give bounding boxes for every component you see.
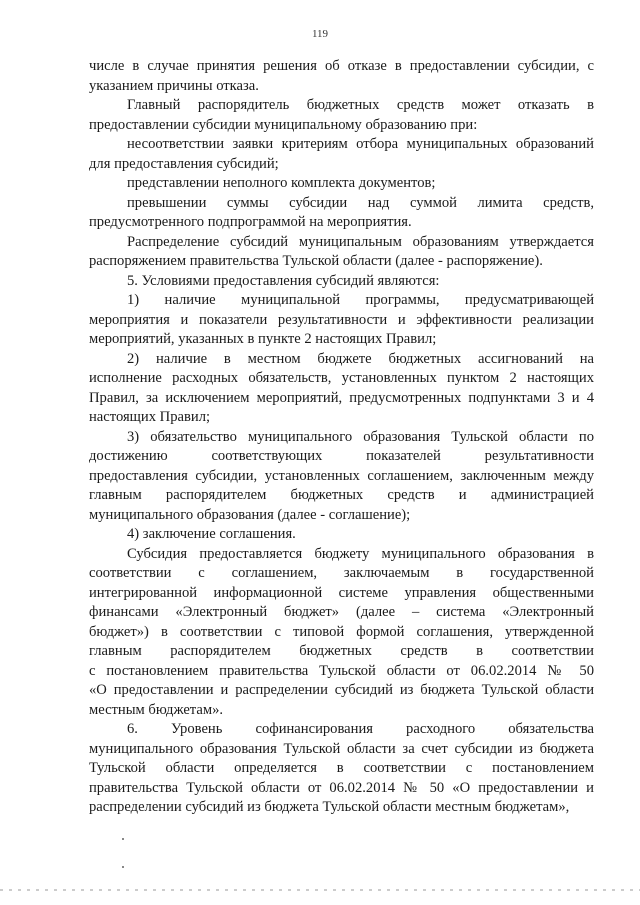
text-line: 4) заключение соглашения. (127, 526, 296, 542)
text-line: Субсидия предоставляется бюджету муниципального образования в (127, 545, 594, 562)
text-line: распределении субсидий из бюджета Тульской области местным бюджетам», (89, 799, 570, 815)
scan-mark (122, 866, 124, 868)
text-line: предоставления субсидии, установленных соглашением, заключенным между (89, 467, 594, 484)
text-line: соответствии с соглашением, заключаемым в государственной (89, 565, 594, 581)
text-line: «О предоставлении и распределении субсидий из бюджета Тульской области (89, 682, 594, 698)
text-line: мероприятий, указанных в пункте 2 настоящих Правил; (89, 331, 437, 347)
text-line: интегрированной информационной системе управления общественными (89, 584, 594, 601)
text-line: указанием причины отказа. (89, 77, 259, 94)
paragraph (89, 57, 594, 96)
text-line: предусмотренного подпрограммой на мероприятия. (89, 214, 412, 230)
text-line: муниципального образования Тульской области за счет субсидии из бюджета (89, 740, 594, 757)
document-body (89, 57, 594, 818)
text-line: 2) наличие в местном бюджете бюджетных ассигнований на (127, 350, 594, 367)
text-line: Тульской области определяется в соответствии с постановлением (89, 760, 594, 776)
text-line: исполнение расходных обязательств, установленных пунктом 2 настоящих (89, 370, 594, 386)
text-line: местным бюджетам». (89, 701, 224, 718)
text-line: с постановлением правительства Тульской области от 06.02.2014 № 50 (89, 662, 594, 679)
text-line: муниципального образования (далее - соглашение); (89, 506, 411, 523)
paragraph (89, 174, 594, 194)
paragraph (89, 135, 594, 174)
paragraph (89, 720, 594, 818)
text-line: для предоставления субсидий; (89, 155, 279, 172)
text-line: 3) обязательство муниципального образования Тульской области по (127, 428, 594, 445)
scan-footer-artifact (0, 889, 640, 891)
text-line: числе в случае принятия решения об отказе в предоставлении субсидии, с (89, 58, 594, 74)
text-line: Правил, за исключением мероприятий, предусмотренных подпунктами 3 и 4 (89, 389, 594, 406)
text-line: 5. Условиями предоставления субсидий являются: (127, 272, 440, 289)
text-line: достижению соответствующих показателей результативности (89, 448, 594, 464)
text-line: правительства Тульской области от 06.02.2014 № 50 «О предоставлении и (89, 779, 594, 796)
text-line: представлении неполного комплекта документов; (127, 175, 436, 191)
page-number: 119 (311, 28, 329, 40)
scan-mark (122, 838, 124, 840)
text-line: главным распорядителем бюджетных средств и администрацией (89, 487, 594, 503)
text-line: предоставлении субсидии муниципальному образованию при: (89, 116, 478, 133)
text-line: распоряжением правительства Тульской области (далее - распоряжение). (89, 253, 543, 269)
text-line: финансами «Электронный бюджет» (далее – система «Электронный (89, 604, 594, 620)
paragraph (89, 272, 594, 292)
text-line: превышении суммы субсидии над суммой лимита средств, (127, 194, 594, 211)
text-line: Распределение субсидий муниципальным образованиям утверждается (127, 233, 594, 250)
text-line: главным распорядителем бюджетных средств в соответствии (89, 643, 594, 659)
paragraph (89, 291, 594, 350)
paragraph (89, 525, 594, 545)
paragraph (89, 233, 594, 272)
text-line: Главный распорядитель бюджетных средств может отказать в (127, 97, 594, 113)
paragraph (89, 350, 594, 428)
text-line: 6. Уровень софинансирования расходного обязательства (127, 721, 594, 737)
text-line: бюджет») в соответствии с типовой формой соглашения, утвержденной (89, 623, 594, 640)
text-line: несоответствии заявки критериям отбора муниципальных образований (127, 136, 594, 152)
paragraph (89, 428, 594, 526)
paragraph (89, 194, 594, 233)
paragraph (89, 545, 594, 721)
text-line: настоящих Правил; (89, 409, 211, 425)
paragraph (89, 96, 594, 135)
text-line: 1) наличие муниципальной программы, предусматривающей (127, 292, 594, 308)
text-line: мероприятия и показатели результативности и эффективности реализации (89, 311, 594, 328)
